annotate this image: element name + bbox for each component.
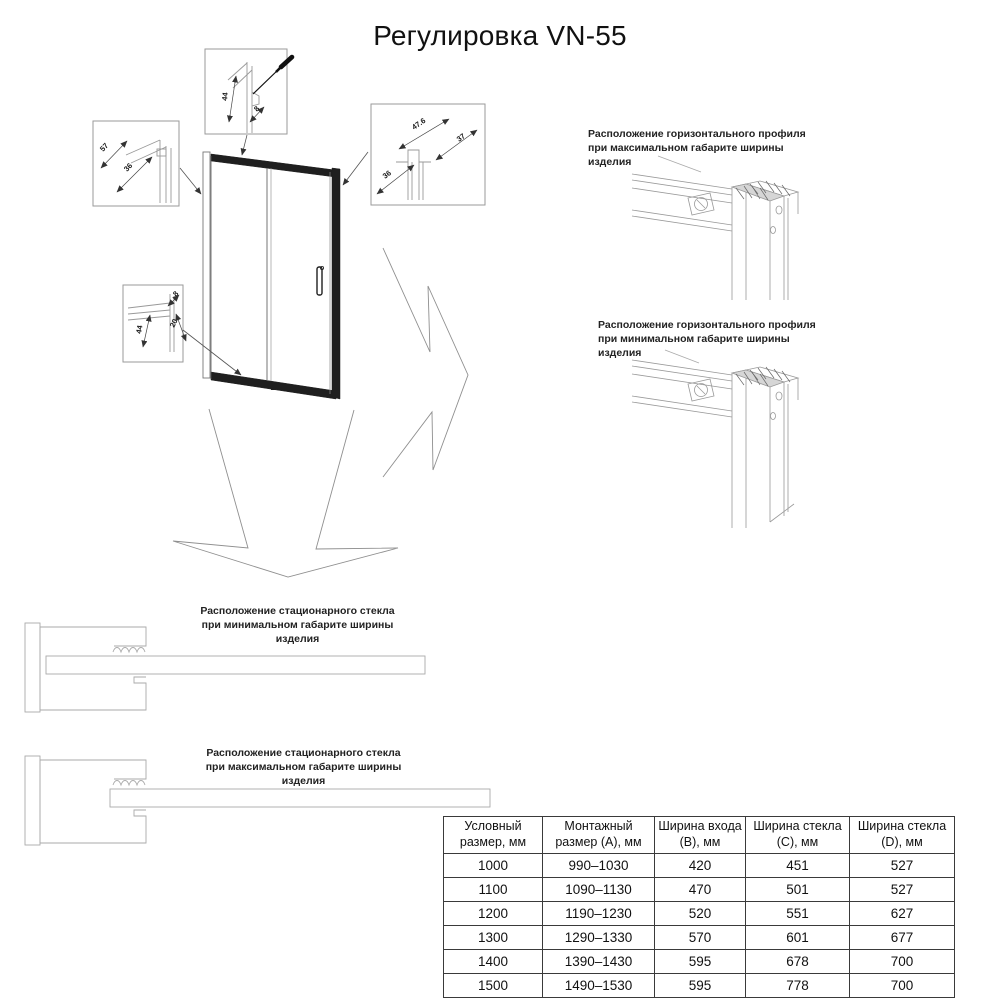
page-title: Регулировка VN-55 [373, 20, 627, 51]
table-cell: 420 [655, 854, 746, 878]
size-table [443, 816, 955, 998]
dim-label: 8 [170, 289, 181, 299]
table-cell: 595 [655, 974, 746, 998]
table-cell: 1390–1430 [543, 950, 655, 974]
table-cell: 1100 [444, 878, 543, 902]
table-cell: 470 [655, 878, 746, 902]
table-row [444, 902, 955, 926]
callout-horizontal-profile-min: Расположение горизонтального профиля при минимальном габарите ширины изделия [598, 319, 816, 360]
table-cell: 595 [655, 950, 746, 974]
callout-stationary-glass-min: Расположение стационарного стекла при минимальном габарите ширины изделия [200, 605, 395, 646]
zigzag-arrow [383, 248, 468, 477]
table-cell: 1000 [444, 854, 543, 878]
dim-label: 37 [454, 131, 467, 144]
screwdriver-icon [253, 57, 292, 94]
table-cell: 678 [746, 950, 850, 974]
detail-box-bottom-profile [123, 285, 186, 362]
callout-horizontal-profile-max: Расположение горизонтального профиля при максимальном габарите ширины изделия [588, 128, 806, 169]
table-cell: 700 [850, 950, 955, 974]
table-cell: 778 [746, 974, 850, 998]
table-row [444, 950, 955, 974]
detail-box-wall-profile [93, 121, 179, 206]
table-cell: 527 [850, 878, 955, 902]
table-header-row [444, 817, 955, 854]
profile-iso-min [632, 360, 798, 528]
table-header-cell: Ширина стекла (С), мм [746, 817, 850, 854]
table-cell: 1090–1130 [543, 878, 655, 902]
dim-label: 36 [380, 168, 393, 181]
table-cell: 1300 [444, 926, 543, 950]
callout-stationary-glass-max: Расположение стационарного стекла при максимальном габарите ширины изделия [205, 747, 402, 788]
dim-label: 47.6 [410, 116, 428, 132]
dim-label: 8 [251, 104, 262, 114]
detail-box-connector-profile [371, 104, 485, 205]
table-cell: 1400 [444, 950, 543, 974]
table-cell: 700 [850, 974, 955, 998]
table-cell: 551 [746, 902, 850, 926]
door-handle [317, 266, 324, 295]
profile-iso-max [632, 174, 798, 300]
table-cell: 451 [746, 854, 850, 878]
table-row [444, 854, 955, 878]
dim-label: 44 [134, 324, 145, 335]
table-row [444, 878, 955, 902]
detail-box-top-profile [205, 49, 292, 134]
table-header-cell: Условный размер, мм [444, 817, 543, 854]
table-cell: 1200 [444, 902, 543, 926]
table-cell: 501 [746, 878, 850, 902]
table-cell: 520 [655, 902, 746, 926]
table-cell: 627 [850, 902, 955, 926]
table-row [444, 974, 955, 998]
table-cell: 990–1030 [543, 854, 655, 878]
table-cell: 1500 [444, 974, 543, 998]
table-cell: 1190–1230 [543, 902, 655, 926]
dim-label: 44 [220, 91, 230, 102]
table-cell: 677 [850, 926, 955, 950]
table-cell: 1290–1330 [543, 926, 655, 950]
table-cell: 527 [850, 854, 955, 878]
table-header-cell: Ширина входа (В), мм [655, 817, 746, 854]
down-arrow [173, 409, 398, 577]
dim-label: 36 [121, 161, 135, 174]
table-header-cell: Монтажный размер (А), мм [543, 817, 655, 854]
table-header-cell: Ширина стекла (D), мм [850, 817, 955, 854]
dim-label: 20 [167, 317, 180, 329]
table-row [444, 926, 955, 950]
table-cell: 1490–1530 [543, 974, 655, 998]
dim-label: 57 [97, 141, 111, 154]
table-cell: 601 [746, 926, 850, 950]
table-cell: 570 [655, 926, 746, 950]
